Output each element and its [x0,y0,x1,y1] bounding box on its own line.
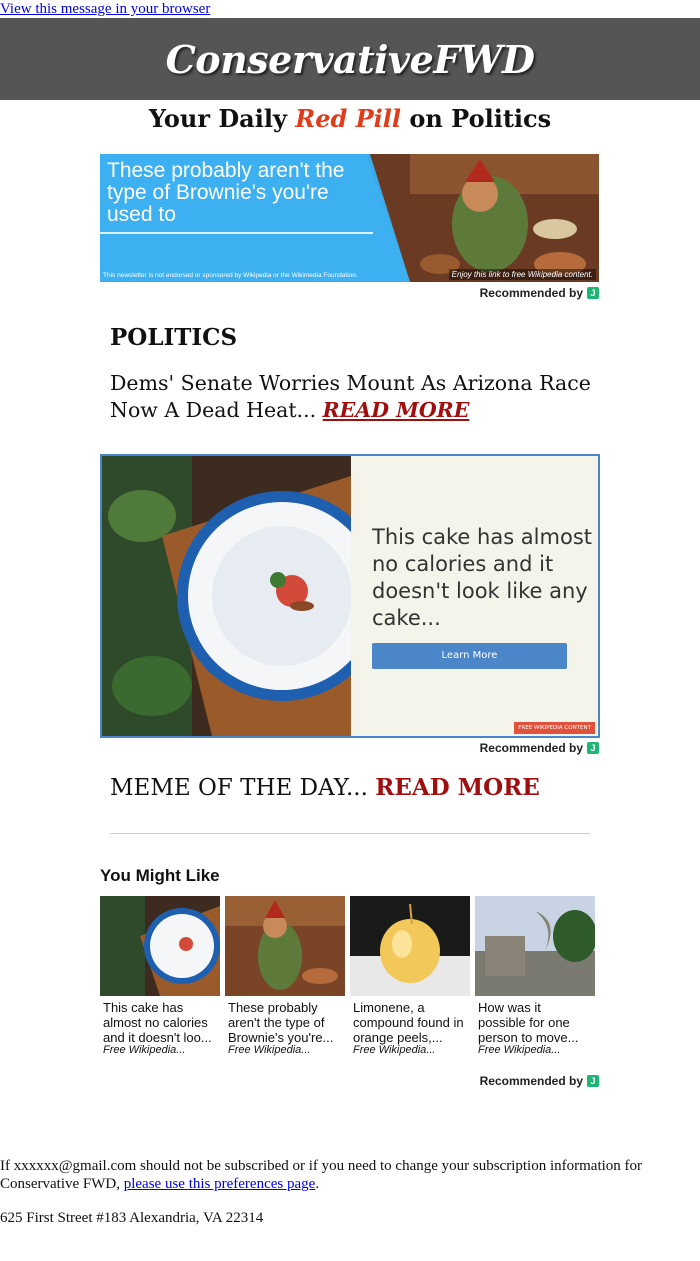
cake-thumbnail [100,896,220,996]
ad-caption: Enjoy this link to free Wikipedia content. [449,269,596,280]
cake-plate-photo [102,456,351,736]
recommended-by-2[interactable] [480,741,599,755]
site-logo[interactable]: ConservativeFWD [165,36,535,82]
orange-peel-thumbnail [350,896,470,996]
meme-read-more-link[interactable]: READ MORE [375,774,540,801]
tagline-part2: on Politics [401,104,552,133]
jeeng-logo-icon: J [587,287,599,299]
you-might-like-cards [100,896,600,1056]
jeeng-logo-icon: J [587,1075,599,1087]
card-source: Free Wikipedia... [228,1044,311,1056]
gnome-illustration [370,154,599,282]
view-in-browser-link[interactable]: View this message in your browser [0,1,211,17]
meme-of-the-day [110,774,540,801]
preferences-link[interactable]: please use this preferences page [123,1176,316,1192]
tagline-red-pill: Red Pill [295,104,401,133]
cake-ad[interactable] [100,454,600,738]
card-title: These probably aren't the type of Brownie's you're... [228,1000,334,1045]
tagline [0,104,700,133]
subscription-footer [0,1157,700,1193]
meme-text: MEME OF THE DAY... [110,775,376,801]
footer-period: . [315,1176,320,1192]
ad-disclaimer: This newsletter is not endorsed or sponsored by Wikipedia or the Wikimedia Foundation. [103,272,358,279]
cake-ad-text: This cake has almost no calories and it doesn't look like any cake... [372,525,592,630]
ad-divider [100,232,373,234]
recommended-by-1[interactable] [480,286,599,300]
coral-castle-thumbnail [475,896,595,996]
section-divider [110,833,590,834]
recommendation-card[interactable] [475,896,595,1056]
tagline-part1: Your Daily [148,104,296,133]
card-title: How was it possible for one person to move... [478,1000,579,1045]
politics-heading: POLITICS [110,324,238,351]
header-bar [0,18,700,100]
politics-read-more-link[interactable]: READ MORE [322,398,470,422]
mailing-address: 625 First Street #183 Alexandria, VA 22314 [0,1210,264,1226]
recommendation-card[interactable] [350,896,470,1056]
recommendation-card[interactable] [100,896,220,1056]
card-source: Free Wikipedia... [353,1044,436,1056]
recommended-label: Recommended by [479,286,583,300]
ad-headline: These probably aren't the type of Brownie's you're used to [107,159,345,226]
recommended-label: Recommended by [479,1074,583,1088]
card-source: Free Wikipedia... [478,1044,561,1056]
jeeng-logo-icon: J [587,742,599,754]
free-wikipedia-tag: FREE WIKIPEDIA CONTENT [514,722,595,734]
recommended-label: Recommended by [479,741,583,755]
recommended-by-3[interactable] [480,1074,599,1088]
you-might-like-heading: You Might Like [100,866,220,885]
card-source: Free Wikipedia... [103,1044,186,1056]
recommendation-card[interactable] [225,896,345,1056]
card-title: Limonene, a compound found in orange peels,... [353,1000,464,1045]
gnome-thumbnail [225,896,345,996]
brownie-ad-banner[interactable] [100,154,599,282]
footer-text: If xxxxxx@gmail.com should not be subscribed or if you need to change your subscription information for Conservative FWD, [0,1158,643,1192]
learn-more-button[interactable]: Learn More [372,643,567,669]
card-title: This cake has almost no calories and it doesn't loo... [103,1000,212,1045]
story-text: Dems' Senate Worries Mount As Arizona Race Now A Dead Heat... [110,371,591,422]
politics-story [110,370,610,424]
